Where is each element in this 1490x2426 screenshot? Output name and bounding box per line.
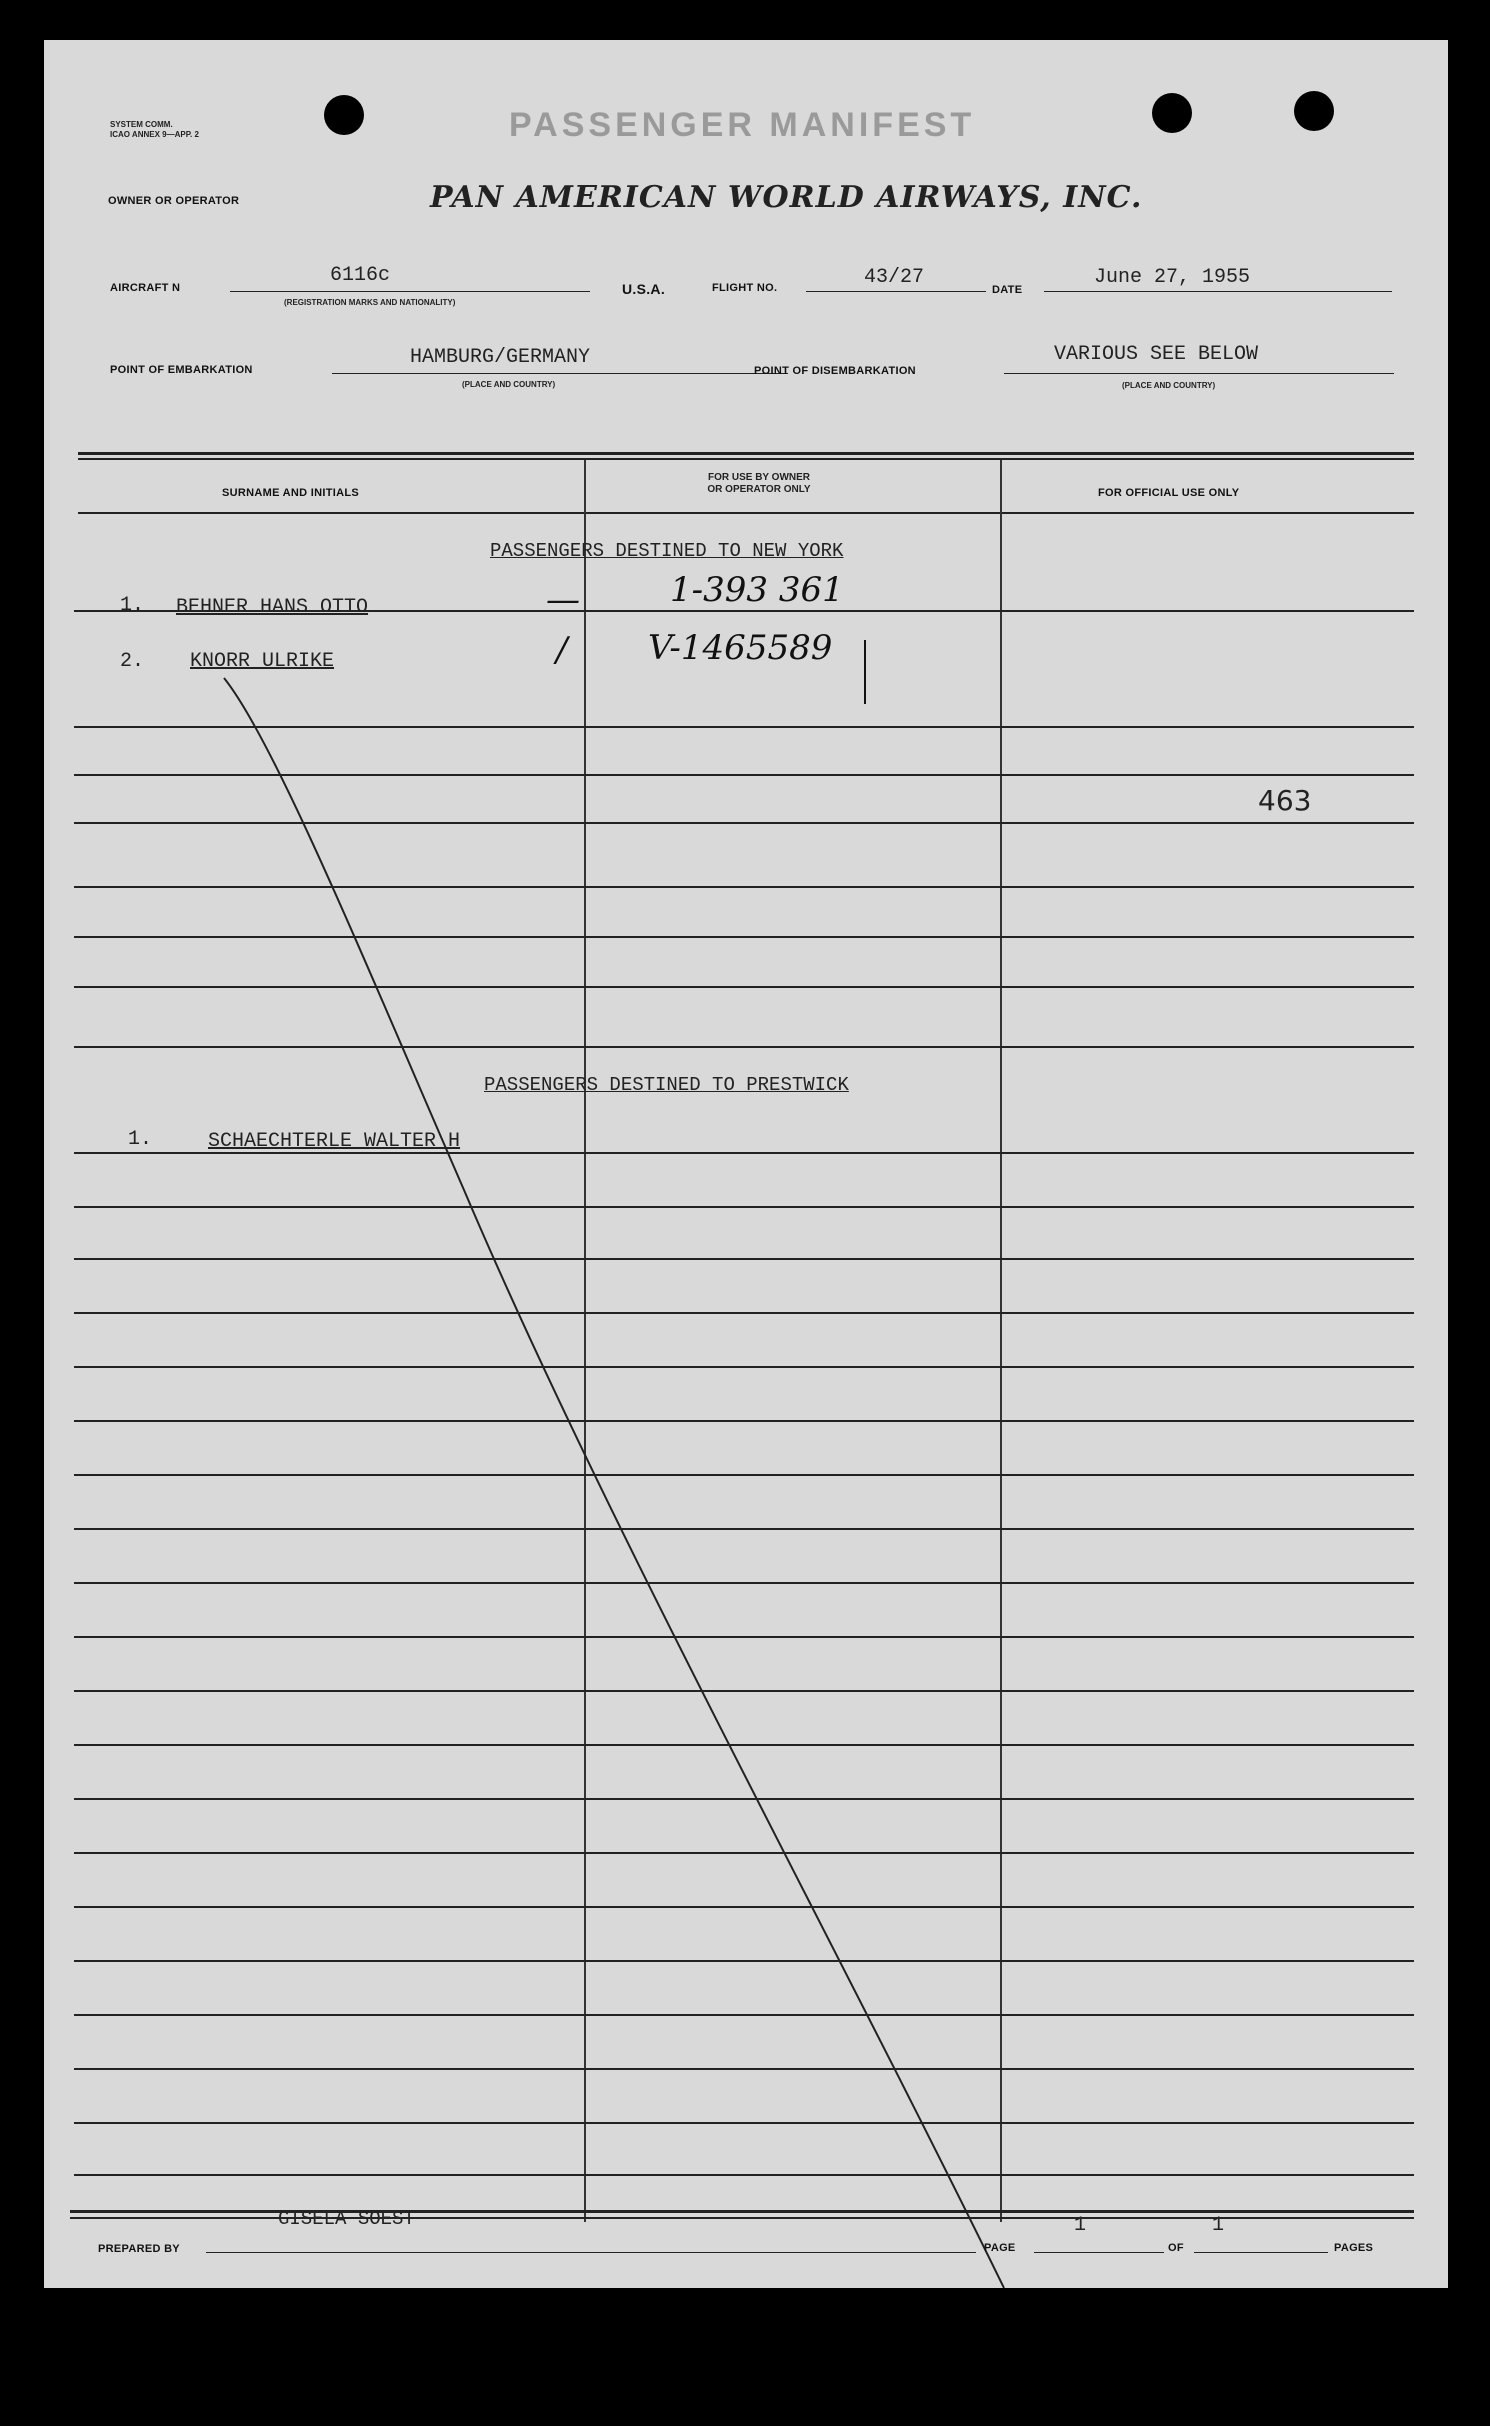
prestwick-heading: PASSENGERS DESTINED TO PRESTWICK [484,1074,849,1096]
aircraft-sublabel: (REGISTRATION MARKS AND NATIONALITY) [284,298,456,307]
handwritten-check-mark: — [546,580,580,620]
pages-label: PAGES [1334,2242,1374,2254]
page-value: 1 [1074,2214,1087,2237]
prepared-by-line [206,2252,976,2253]
passenger-name: SCHAECHTERLE WALTER H [208,1130,461,1153]
disembarkation-value: VARIOUS SEE BELOW [1054,343,1259,366]
embarkation-value: HAMBURG/GERMANY [410,346,591,369]
manifest-sheet [44,40,1448,2288]
aircraft-value: 6116c [330,264,391,287]
of-label: OF [1168,2242,1184,2254]
document-title: PASSENGER MANIFEST [509,106,976,144]
handwritten-check-mark: / [556,630,568,670]
column-header-owner-use: FOR USE BY OWNER OR OPERATOR ONLY [707,472,811,495]
owner-value: PAN AMERICAN WORLD AIRWAYS, INC. [430,180,1143,215]
date-label: DATE [992,284,1023,296]
owner-label: OWNER OR OPERATOR [108,195,240,207]
embarkation-label: POINT OF EMBARKATION [110,364,253,376]
passenger-number: 1. [120,594,145,617]
handwritten-note: 1-393 361 [670,570,844,610]
new-york-heading: PASSENGERS DESTINED TO NEW YORK [490,540,844,562]
passenger-number: 1. [128,1128,153,1151]
column-header-surname: SURNAME AND INITIALS [222,487,359,499]
diagonal-void-line [44,40,1448,2288]
page-label: PAGE [984,2242,1016,2254]
disembarkation-sublabel: (PLACE AND COUNTRY) [1122,381,1216,390]
flight-value: 43/27 [864,266,925,289]
embarkation-sublabel: (PLACE AND COUNTRY) [462,380,556,389]
passenger-name: KNORR ULRIKE [190,650,335,673]
official-note: 463 [1258,784,1312,817]
prepared-by-label: PREPARED BY [98,2243,180,2255]
passenger-number: 2. [120,650,145,673]
page-line [1034,2252,1164,2253]
nationality: U.S.A. [622,281,666,297]
handwritten-note: V-1465589 [648,628,833,668]
column-header-official-use: FOR OFFICIAL USE ONLY [1098,487,1240,499]
aircraft-label: AIRCRAFT N [110,282,181,294]
flight-label: FLIGHT NO. [712,282,778,294]
date-value: June 27, 1955 [1094,266,1251,289]
of-line [1194,2252,1328,2253]
of-value: 1 [1212,2214,1225,2237]
disembarkation-label: POINT OF DISEMBARKATION [754,365,916,377]
form-reference: SYSTEM COMM. ICAO ANNEX 9—APP. 2 [110,120,199,139]
prepared-by-value: GISELA SOEST [278,2208,415,2230]
passenger-name: BEHNER HANS OTTO [176,596,369,619]
